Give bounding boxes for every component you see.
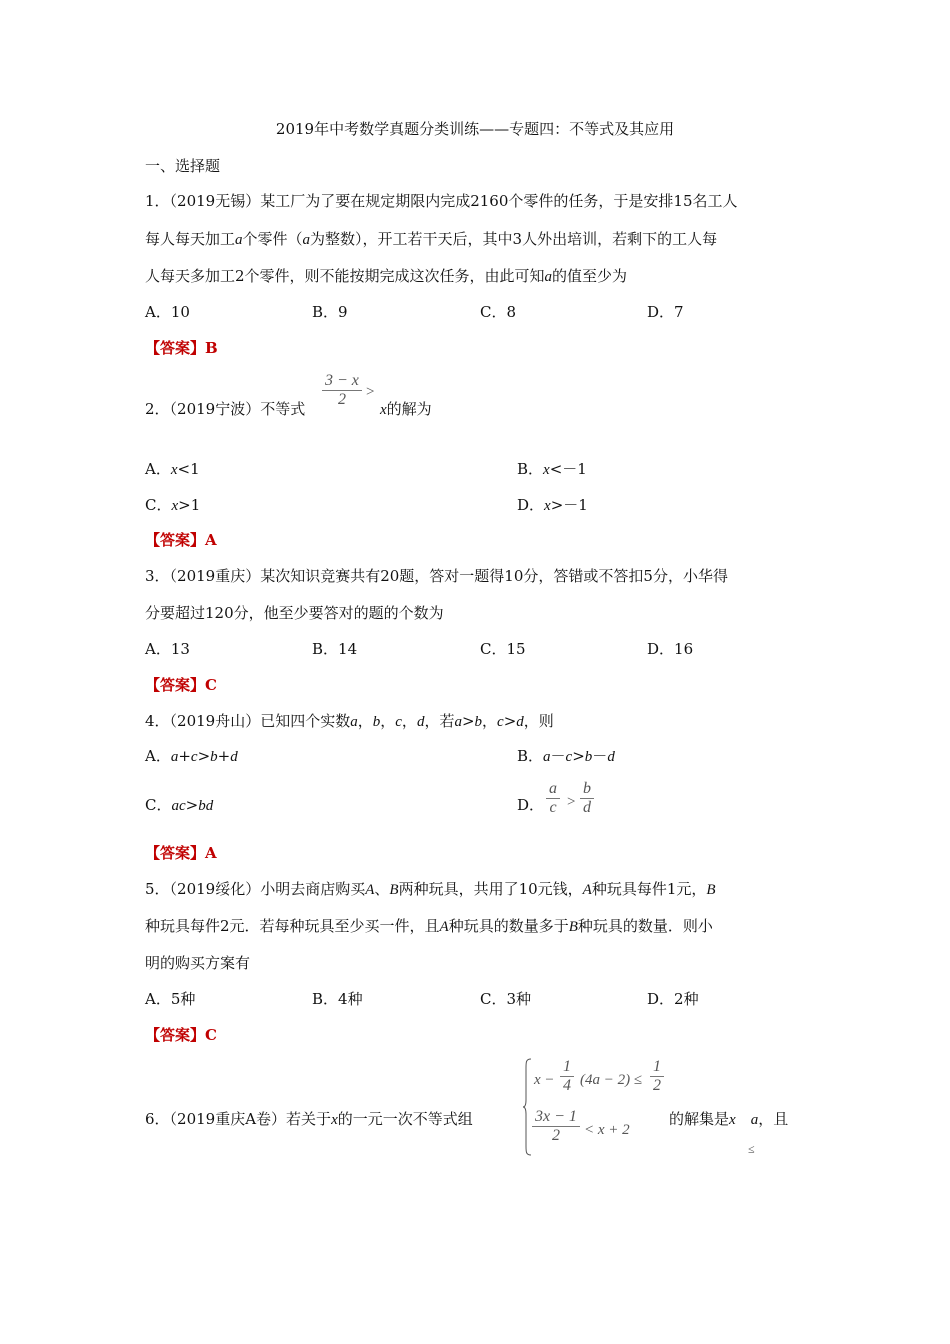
q1-answer: 【答案】B bbox=[145, 339, 218, 357]
q4-line: 4．（2019舟山）已知四个实数a，b，c，d，若a>b，c>d，则 bbox=[145, 712, 554, 730]
q1-line-2: 每人每天加工a个零件（a为整数），开工若干天后，其中3人外出培训，若剩下的工人每 bbox=[145, 230, 718, 248]
q2-option-c: C．x>1 bbox=[145, 496, 201, 514]
q4-option-d: D． bbox=[517, 796, 545, 814]
q3-line-2: 分要超过120分，他至少要答对的题的个数为 bbox=[145, 604, 444, 622]
q4-answer: 【答案】A bbox=[145, 844, 217, 862]
q5-line-2: 种玩具每件2元．若每种玩具至少买一件，且A种玩具的数量多于B种玩具的数量．则小 bbox=[145, 917, 713, 935]
q1-line-1: 1．（2019无锡）某工厂为了要在规定期限内完成2160个零件的任务，于是安排15名工人 bbox=[145, 192, 738, 210]
q2-answer: 【答案】A bbox=[145, 531, 217, 549]
q5-answer: 【答案】C bbox=[145, 1026, 217, 1044]
q3-option-b: B．14 bbox=[312, 640, 358, 658]
q2-option-a: A．x<1 bbox=[145, 460, 200, 478]
page-title: 2019年中考数学真题分类训练——专题四：不等式及其应用 bbox=[275, 120, 675, 138]
q6-eq2-right: < x + 2 bbox=[584, 1122, 630, 1138]
q3-line-1: 3．（2019重庆）某次知识竞赛共有20题，答对一题得10分，答错或不答扣5分，小华得 bbox=[145, 567, 728, 585]
q3-answer: 【答案】C bbox=[145, 676, 217, 694]
q2-fraction: $\frac{3 - x}{2}$ bbox=[322, 372, 362, 409]
q2-option-b: B．x<－1 bbox=[517, 460, 587, 478]
q4-option-d-fraction-1: $\frac{a}{c}$ bbox=[546, 780, 560, 817]
q2-gt-sign: > bbox=[366, 384, 375, 400]
q3-option-c: C．15 bbox=[480, 640, 526, 658]
q6-suffix: 的解集是x a，且 bbox=[669, 1110, 789, 1128]
q6-eq1-fraction: $\frac{1}{4}$ bbox=[560, 1058, 574, 1095]
q5-option-a: A．5种 bbox=[145, 990, 196, 1008]
q4-option-c: C．ac>bd bbox=[145, 796, 214, 814]
q4-option-b: B．a－c>b－d bbox=[517, 747, 615, 765]
q1-option-d: D．7 bbox=[647, 303, 684, 321]
q6-prefix: 6．（2019重庆A卷）若关于x的一元一次不等式组 bbox=[145, 1110, 473, 1128]
section-heading: 一、选择题 bbox=[145, 157, 221, 175]
q3-option-d: D．16 bbox=[647, 640, 694, 658]
q6-eq2-fraction: $\frac{3x - 1}{2}$ bbox=[532, 1108, 580, 1145]
q5-option-b: B．4种 bbox=[312, 990, 363, 1008]
q4-option-d-gt: > bbox=[567, 794, 576, 810]
q3-option-a: A．13 bbox=[145, 640, 190, 658]
q6-eq1-left: x − bbox=[534, 1072, 555, 1088]
q2-option-d: D．x>－1 bbox=[517, 496, 588, 514]
q5-option-d: D．2种 bbox=[647, 990, 699, 1008]
q1-option-c: C．8 bbox=[480, 303, 517, 321]
q5-line-1: 5．（2019绥化）小明去商店购买A、B两种玩具，共用了10元钱，A种玩具每件1元，B bbox=[145, 880, 716, 898]
q5-line-3: 明的购买方案有 bbox=[145, 954, 251, 972]
q2-prefix: 2．（2019宁波）不等式 bbox=[145, 400, 306, 418]
q6-eq1-right-fraction: $\frac{1}{2}$ bbox=[650, 1058, 664, 1095]
q2-suffix: x的解为 bbox=[380, 400, 432, 418]
q1-option-a: A．10 bbox=[145, 303, 190, 321]
q6-eq1-mid: (4a − 2) ≤ bbox=[580, 1072, 643, 1088]
q1-option-b: B．9 bbox=[312, 303, 348, 321]
q5-option-c: C．3种 bbox=[480, 990, 532, 1008]
q4-option-a: A．a+c>b+d bbox=[145, 747, 238, 765]
q6-leq-sign: ≤ bbox=[748, 1142, 755, 1156]
system-brace bbox=[522, 1058, 532, 1156]
q1-line-3: 人每天多加工2个零件，则不能按期完成这次任务，由此可知a的值至少为 bbox=[145, 267, 628, 285]
q4-option-d-fraction-2: $\frac{b}{d}$ bbox=[580, 780, 594, 817]
